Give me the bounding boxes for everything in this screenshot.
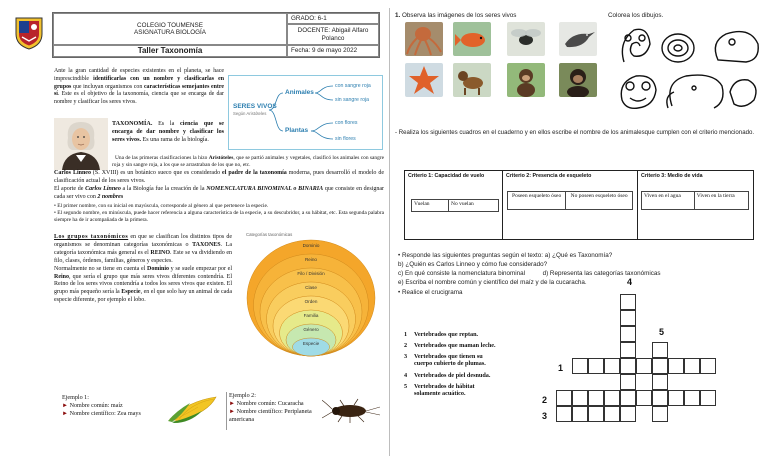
categories-title: Categorías taxonómicas — [246, 232, 293, 237]
crossword-number: 3 — [542, 411, 548, 421]
crossword-cell[interactable] — [620, 310, 636, 326]
crossword-clue — [404, 353, 522, 367]
category-label: Especie — [302, 341, 320, 346]
clue-text: Vertebrados de hábitat solamente acuático. — [414, 382, 475, 397]
taxonomia-text-2: Es una rama de la biología. — [141, 137, 209, 144]
example-2-title: Ejemplo 2: — [229, 393, 256, 399]
criteria-col-divider — [637, 171, 638, 239]
header-table — [52, 12, 380, 58]
crossword-clue — [404, 383, 522, 397]
page-divider — [389, 8, 390, 456]
subject-name: ASIGNATURA BIOLOGÍA — [134, 29, 206, 36]
grupos-especie: Especie — [121, 289, 141, 296]
intro-text-3: . Este es el objetivo de la taxonomía, ciencia que se encarga de dar nombre y clasificar los seres vivos. — [54, 91, 224, 106]
crossword-number: 1 — [558, 363, 564, 373]
clue-text: Vertebrados que reptan. — [414, 331, 479, 338]
example-2-scientific: Nombre científico: Periplaneta americana — [229, 409, 312, 424]
nomen-text-3: que consiste en designar cada ser vivo con — [54, 186, 384, 200]
examples-divider — [226, 392, 227, 430]
crossword-cell[interactable] — [588, 406, 604, 422]
crossword-cell[interactable] — [620, 406, 636, 422]
crossword-cell[interactable] — [652, 358, 668, 374]
crossword-cell[interactable] — [652, 406, 668, 422]
cell-tierra: Viven en la tierra — [694, 192, 748, 210]
cell-no-vuelan: No vuelan — [449, 200, 499, 212]
example-2-common: Nombre común: Cucaracha — [236, 401, 304, 408]
school-name: COLEGIO TOUMENSE — [137, 21, 203, 29]
criteria-table — [404, 170, 754, 240]
crossword-cell[interactable] — [620, 374, 636, 390]
diagram-root-sub: Según Aristóteles — [233, 111, 267, 116]
grupos-reino-2: Reino — [54, 273, 69, 280]
aristoteles-text-2: , que se partió animales y vegetales, clasificó los animales con sangre roja y sin sangre roja, a los que se arrastraban de los que no, etc. — [112, 155, 385, 169]
grupos-title: Los grupos taxonómicos — [54, 234, 129, 240]
example-2 — [229, 392, 319, 424]
crossword-cell[interactable] — [556, 406, 572, 422]
taxonomia-bold: ciencia que se encarga de dar nombre y clasificar los seres vivos. — [112, 121, 225, 144]
starfish-photo — [405, 63, 443, 97]
q1-number: 1. — [395, 12, 401, 19]
crossword-clue — [404, 372, 522, 379]
school-shield-icon — [14, 16, 44, 50]
nomen-text-1: El aporte de — [54, 186, 86, 192]
crossword-cell[interactable] — [684, 390, 700, 406]
taxonomia-definition — [112, 120, 224, 144]
diagram-animales: Animales — [285, 89, 314, 96]
crossword-cell[interactable] — [668, 358, 684, 374]
crossword-cell[interactable] — [556, 390, 572, 406]
q3-b: b) ¿Quién es Carlos Linneo y cómo fue considerado? — [398, 261, 548, 269]
nomen-two-names: 2 nombres — [97, 193, 124, 200]
crossword-cell[interactable] — [572, 358, 588, 374]
intro-text-1: Ante la gran cantidad de especies existentes en el planeta, se hace imprescindible — [54, 68, 224, 82]
clue-number: 5 — [404, 382, 408, 390]
bullet-arrow-icon: ► — [229, 409, 236, 416]
example-1 — [62, 394, 141, 418]
linneo-text-1: (S. XVIII) es un botánico sueco que es considerado — [90, 170, 223, 176]
crossword-cell[interactable] — [620, 326, 636, 342]
elephant-drawing — [670, 75, 723, 108]
clue-number: 2 — [404, 342, 408, 350]
q3-a-text: Responde las siguientes preguntas según el texto: a) ¿Qué es Taxonomía? — [401, 252, 613, 259]
taxonomia-term: TAXONOMÍA. — [112, 121, 153, 127]
crossword-number: 4 — [627, 277, 633, 287]
page-title: Taller Taxonomía — [137, 46, 203, 56]
grupos-text-2: . La categoría taxonómica más general es el — [54, 241, 233, 256]
grade: GRADO: 6-1 — [291, 14, 327, 22]
grupos-text-1: en que se clasifican los distintos tipos de organismos se denominan categorías taxonómicas o — [54, 234, 233, 248]
diagram-con-flores: con flores — [335, 120, 358, 126]
nomenclatura-paragraph — [54, 186, 384, 202]
cockroach-icon — [322, 397, 382, 423]
category-label: Filo / División — [297, 271, 325, 276]
criteria-col-divider — [502, 171, 503, 239]
grupos-reino: REINO — [150, 249, 171, 256]
table-vuelo — [411, 199, 499, 212]
crossword-cell[interactable] — [652, 374, 668, 390]
crossword-cell[interactable] — [604, 406, 620, 422]
table-esqueleto — [507, 191, 633, 210]
q3-a: • Responde las siguientes preguntas según el texto: a) ¿Qué es Taxonomía? — [398, 252, 613, 259]
grupos-paragraph — [54, 234, 232, 305]
teacher-name: DOCENTE: Abigail Alfaro — [297, 27, 369, 35]
crossword-cell[interactable] — [684, 358, 700, 374]
bird-drawing — [730, 80, 756, 107]
octopus-photo — [405, 22, 443, 56]
crossword-cell[interactable] — [636, 358, 652, 374]
category-label: Orden — [304, 299, 318, 304]
clue-text: Vertebrados de piel desnuda. — [414, 371, 491, 379]
monkey-photo — [507, 63, 545, 97]
owl-drawing — [622, 29, 650, 62]
crossword-clues — [404, 331, 522, 401]
clue-number: 4 — [404, 371, 408, 379]
q4-text: Realice el crucigrama — [401, 288, 463, 296]
grupos-text-7: , en el que solo hay un animal de cada especie diferente, por ejemplo el lobo. — [54, 289, 232, 304]
fish-drawing — [715, 32, 758, 62]
crossword-clue — [404, 342, 522, 349]
categories-ellipses — [244, 238, 379, 360]
crossword-cell[interactable] — [572, 390, 588, 406]
q3-e: e) Escriba el nombre común y científico del maíz y de la cucaracha. — [398, 279, 587, 287]
teacher-last-name: Polanco — [321, 34, 345, 42]
grupos-text-6: , que sería el grupo que más seres vivos diferentes contendría. El Reino de los seres vivos contendría a todos los seres vivos que existen. El grupo más pequeño sería la — [54, 273, 232, 296]
crossword-cell[interactable] — [700, 358, 716, 374]
dog-photo — [453, 63, 491, 97]
q3-cd — [398, 269, 764, 278]
category-label: Familia — [303, 313, 319, 318]
cell-poseen: Poseen esqueleto óseo — [508, 192, 566, 210]
title-cell — [53, 45, 287, 57]
nomen-text-2: a la Biología fue la creación de la — [120, 186, 207, 192]
aristoteles-name: Aristóteles — [208, 155, 234, 161]
crossword-cell[interactable] — [620, 390, 636, 406]
nomen-linneo: Carlos Linneo — [85, 186, 121, 192]
intro-bold-2: características semejantes entre sí — [54, 83, 224, 98]
cell-agua: Viven en el agua — [642, 192, 695, 210]
crossword-cell[interactable] — [588, 358, 604, 374]
crossword-cell[interactable] — [572, 406, 588, 422]
example-1-common: Nombre común: maíz — [69, 403, 123, 410]
bird-photo — [559, 22, 597, 56]
cell-vuelan: Vuelan — [412, 200, 449, 212]
linneo-bold: el padre de la taxonomía — [222, 170, 287, 176]
crossword-clue — [404, 331, 522, 338]
criteria-3-title: Criterio 3: Medio de vida — [641, 173, 703, 179]
cell-no-poseen: No poseen esqueleto óseo — [566, 192, 633, 210]
crossword-cell[interactable] — [588, 390, 604, 406]
categories-diagram — [244, 232, 379, 362]
crossword-grid[interactable] — [540, 277, 760, 434]
crossword-cell[interactable] — [636, 390, 652, 406]
linneo-text-2: moderna, pues desarrolló el modelo de clasificación actual de los seres vivos. — [54, 170, 384, 184]
category-label: Dominio — [302, 243, 320, 248]
crossword-number: 5 — [659, 327, 665, 337]
bullet-arrow-icon: ► — [62, 411, 69, 418]
teacher-cell — [287, 24, 379, 45]
clue-text: Vertebrados que maman leche. — [414, 342, 496, 350]
snail-drawing — [662, 34, 694, 62]
diagram-sin-flores: sin flores — [335, 136, 356, 142]
category-label: Género — [303, 327, 319, 332]
q1-text: Observa las imágenes de los seres vivos — [402, 12, 517, 19]
seres-vivos-diagram — [228, 75, 383, 150]
crossword-cell[interactable] — [604, 358, 620, 374]
fish-photo — [453, 22, 491, 56]
linneo-portrait — [54, 118, 108, 170]
grupos-text-5: y se suele empezar por el — [169, 265, 232, 272]
table-medio — [641, 191, 749, 210]
insect-photo — [507, 22, 545, 56]
chimpanzee-photo — [559, 63, 597, 97]
example-1-title: Ejemplo 1: — [62, 395, 89, 401]
intro-text-2: que incluyan organismos con — [71, 83, 144, 90]
example-1-scientific: Nombre científico: Zea mays — [69, 411, 141, 418]
clue-text: Vertebrados que tienen su cuerpo cubierto de plumas. — [414, 353, 486, 368]
aristoteles-text-1: Una de las primeras clasificaciones la hizo — [115, 155, 209, 161]
category-label: Clase — [305, 285, 317, 290]
crossword-number: 2 — [542, 395, 548, 405]
intro-paragraph — [54, 68, 224, 107]
criteria-2-title: Criterio 2: Presencia de esqueleto — [506, 173, 592, 179]
diagram-plantas: Plantas — [285, 127, 309, 134]
corn-icon — [168, 393, 220, 423]
grade-cell — [287, 13, 379, 24]
coloring-drawings — [614, 22, 762, 114]
nomen-binominal: NOMENCLATURA BINOMINAL o BINARIA — [206, 186, 324, 192]
bullet-arrow-icon: ► — [229, 401, 236, 408]
bullet-especie: • El segundo nombre, en minúscula, puede hacer referencia a alguna característica de la especie, a su descubridor, a su hábitat, etc. Esta segunda palabra siempre ha de ir acompañada de la primera. — [54, 210, 384, 224]
clue-number: 1 — [404, 331, 408, 338]
crossword-cell[interactable] — [652, 342, 668, 358]
crossword-cell[interactable] — [620, 342, 636, 358]
crossword-cell[interactable] — [668, 390, 684, 406]
crossword-cell[interactable] — [620, 358, 636, 374]
linneo-name: Carlos Linneo — [54, 170, 91, 176]
frog-drawing — [621, 76, 656, 109]
q3-c-text: c) En qué consiste la nomenclatura binominal — [398, 270, 526, 278]
criteria-1-title: Criterio 1: Capacidad de vuelo — [408, 173, 485, 179]
grupos-text-3: . Este se va dividiendo en filo, clases, órdenes, familias, géneros y especies. — [54, 249, 232, 264]
q1-heading — [395, 12, 516, 20]
q3-questions — [398, 251, 764, 297]
clue-number: 3 — [404, 353, 408, 361]
aristoteles-paragraph — [112, 155, 384, 169]
grupos-taxones: TAXONES — [192, 241, 221, 248]
date: Fecha: 9 de mayo 2022 — [291, 47, 358, 55]
grupos-text-4: Normalmente no se tiene en cuenta el — [54, 265, 147, 272]
crossword-cell[interactable] — [700, 390, 716, 406]
linneo-paragraph — [54, 170, 384, 186]
grupos-dominio: Dominio — [146, 265, 169, 272]
bullet-list — [54, 203, 384, 224]
q3-d-text: d) Representa las categorías taxonómicas — [542, 270, 661, 278]
q4: • Realice el crucigrama — [398, 288, 463, 296]
crossword-cell[interactable] — [652, 390, 668, 406]
taxonomia-text-1: Es la — [152, 121, 181, 127]
date-cell — [287, 45, 379, 57]
q1-color-instruction: Colorea los dibujos. — [608, 12, 664, 19]
school-cell — [53, 13, 287, 45]
category-label: Reino — [304, 257, 318, 262]
diagram-root: SERES VIVOS — [233, 103, 277, 110]
bullet-genero: • El primer nombre, con su inicial en mayúscula, corresponde al género al que pertenece la especie. — [54, 203, 269, 209]
crossword-cell[interactable] — [620, 294, 636, 310]
intro-bold-1: identificarlas con un nombre y clasificarlas en grupos — [54, 75, 224, 90]
q2-instruction: - Realiza los siguientes cuadros en el cuaderno y en ellos escribe el nombre de los animalesque cumplen con el criterio mencionado. — [395, 129, 755, 136]
diagram-con-sangre: con sangre roja — [335, 83, 371, 89]
crossword-cell[interactable] — [604, 390, 620, 406]
diagram-sin-sangre: sin sangre roja — [335, 97, 370, 103]
bullet-arrow-icon: ► — [62, 403, 69, 410]
